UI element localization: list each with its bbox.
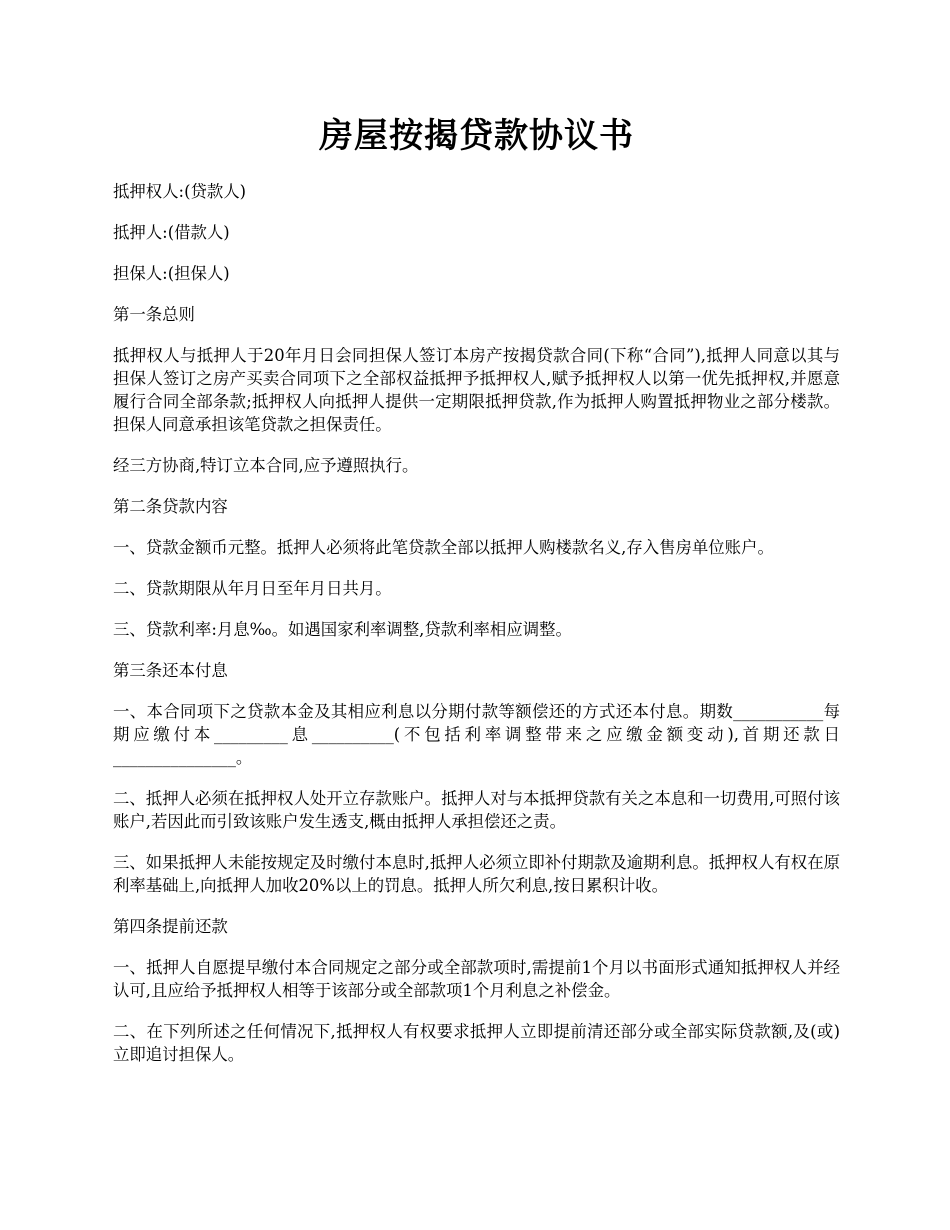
document-title: 房屋按揭贷款协议书 xyxy=(319,116,634,156)
party-guarantor: 担保人:(担保人) xyxy=(113,264,230,283)
document-body xyxy=(113,180,840,1084)
article-1-body: 抵押权人与抵押人于20年月日会同担保人签订本房产按揭贷款合同(下称“合同”),抵押人同意以其与担保人签订之房产买卖合同项下之全部权益抵押予抵押权人,赋予抵押权人以第一优先抵押权,并愿意履行合同全部条款;抵押权人向抵押人提供一定期限抵押贷款,作为抵押人购置抵押物业之部分楼款。担保人同意承担该笔贷款之担保责任。 xyxy=(113,346,840,434)
article-2-clause-3: 三、贷款利率:月息‰。如遇国家利率调整,贷款利率相应调整。 xyxy=(113,620,572,639)
article-3-clause-3: 三、如果抵押人未能按规定及时缴付本息时,抵押人必须立即补付期款及逾期利息。抵押权人有权在原利率基础上,向抵押人加收20%以上的罚息。抵押人所欠利息,按日累积计收。 xyxy=(113,853,840,895)
article-2-clause-2: 二、贷款期限从年月日至年月日共月。 xyxy=(113,579,392,598)
article-2-heading: 第二条贷款内容 xyxy=(113,497,228,516)
article-4-heading: 第四条提前还款 xyxy=(113,917,228,936)
article-3-clause-2: 二、抵押人必须在抵押权人处开立存款账户。抵押人对与本抵押贷款有关之本息和一切费用,可照付该账户,若因此而引致该账户发生透支,概由抵押人承担偿还之责。 xyxy=(113,789,840,831)
article-1-heading: 第一条总则 xyxy=(113,305,195,324)
article-2-clause-1: 一、贷款金额币元整。抵押人必须将此笔贷款全部以抵押人购楼款名义,存入售房单位账户。 xyxy=(113,538,774,557)
article-4-clause-2: 二、在下列所述之任何情况下,抵押权人有权要求抵押人立即提前清还部分或全部实际贷款额,及(或)立即追讨担保人。 xyxy=(113,1022,840,1064)
article-3-heading: 第三条还本付息 xyxy=(113,661,228,680)
article-1-closing: 经三方协商,特订立本合同,应予遵照执行。 xyxy=(113,456,419,475)
party-mortgagee: 抵押权人:(贷款人) xyxy=(113,182,247,201)
party-mortgagor: 抵押人:(借款人) xyxy=(113,223,230,242)
article-3-clause-1: 一、本合同项下之贷款本金及其相应利息以分期付款等额偿还的方式还本付息。期数___________每期应缴付本_________息__________(不包括利率调整带来之应缴金额变动),首期还款日_______________。 xyxy=(113,702,840,767)
article-4-clause-1: 一、抵押人自愿提早缴付本合同规定之部分或全部款项时,需提前1个月以书面形式通知抵押权人并经认可,且应给予抵押权人相等于该部分或全部款项1个月利息之补偿金。 xyxy=(113,958,840,1000)
